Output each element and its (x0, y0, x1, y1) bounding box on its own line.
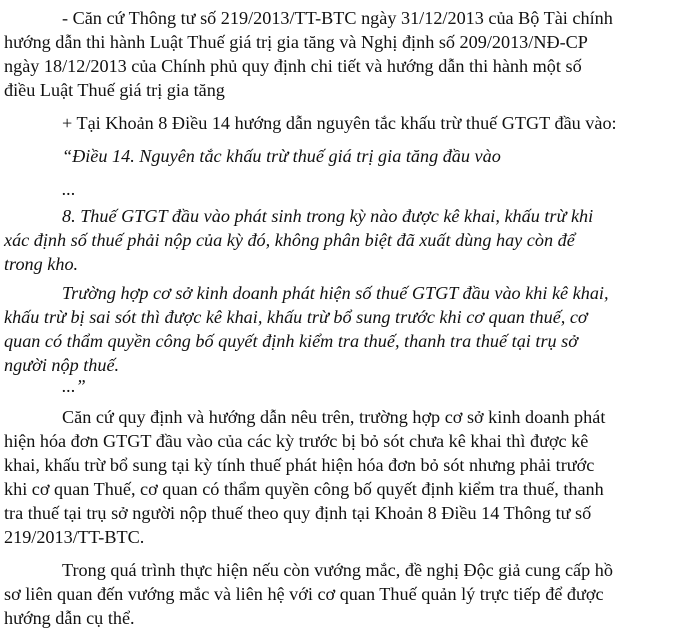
paragraph-line: Trong quá trình thực hiện nếu còn vướng mắc, đề nghị Độc giả cung cấp hồ (62, 560, 613, 580)
ellipsis-line: ... (62, 179, 76, 199)
quoted-paragraph-line: người nộp thuế. (4, 355, 120, 375)
paragraph-line: điều Luật Thuế giá trị gia tăng (4, 80, 225, 100)
quoted-paragraph-line: trong kho. (4, 254, 79, 274)
paragraph-line: hướng dẫn cụ thể. (4, 608, 135, 628)
closing-quote-line: ...” (62, 376, 86, 396)
paragraph-line: sơ liên quan đến vướng mắc và liên hệ với cơ quan Thuế quản lý trực tiếp để được (4, 584, 604, 604)
paragraph-line: tra thuế tại trụ sở người nộp thuế theo quy định tại Khoản 8 Điều 14 Thông tư số (4, 503, 592, 523)
quoted-heading-line: “Điều 14. Nguyên tắc khấu trừ thuế giá trị gia tăng đầu vào (62, 146, 501, 166)
paragraph-line: hướng dẫn thi hành Luật Thuế giá trị gia tăng và Nghị định số 209/2013/NĐ-CP (4, 32, 588, 52)
quoted-paragraph-line: Trường hợp cơ sở kinh doanh phát hiện số thuế GTGT đầu vào khi kê khai, (62, 283, 609, 303)
quoted-paragraph-line: 8. Thuế GTGT đầu vào phát sinh trong kỳ nào được kê khai, khấu trừ khi (62, 206, 594, 226)
paragraph-line: + Tại Khoản 8 Điều 14 hướng dẫn nguyên tắc khấu trừ thuế GTGT đầu vào: (62, 113, 617, 133)
paragraph-line: 219/2013/TT-BTC. (4, 527, 145, 547)
quoted-paragraph-line: quan có thẩm quyền công bố quyết định kiểm tra thuế, thanh tra thuế tại trụ sở (4, 331, 578, 351)
paragraph-line: khai, khấu trừ bổ sung tại kỳ tính thuế phát hiện hóa đơn bỏ sót nhưng phải trước (4, 455, 595, 475)
paragraph-line: ngày 18/12/2013 của Chính phủ quy định chi tiết và hướng dẫn thi hành một số (4, 56, 582, 76)
quoted-paragraph-line: xác định số thuế phải nộp của kỳ đó, không phân biệt đã xuất dùng hay còn để (4, 230, 575, 250)
paragraph-line: - Căn cứ Thông tư số 219/2013/TT-BTC ngày 31/12/2013 của Bộ Tài chính (62, 8, 613, 28)
paragraph-line: hiện hóa đơn GTGT đầu vào của các kỳ trước bị bỏ sót chưa kê khai thì được kê (4, 431, 589, 451)
paragraph-line: khi cơ quan Thuế, cơ quan có thẩm quyền công bố quyết định kiểm tra thuế, thanh (4, 479, 604, 499)
paragraph-line: Căn cứ quy định và hướng dẫn nêu trên, trường hợp cơ sở kinh doanh phát (62, 407, 606, 427)
quoted-paragraph-line: khấu trừ bị sai sót thì được kê khai, khấu trừ bổ sung trước khi cơ quan thuế, cơ (4, 307, 588, 327)
